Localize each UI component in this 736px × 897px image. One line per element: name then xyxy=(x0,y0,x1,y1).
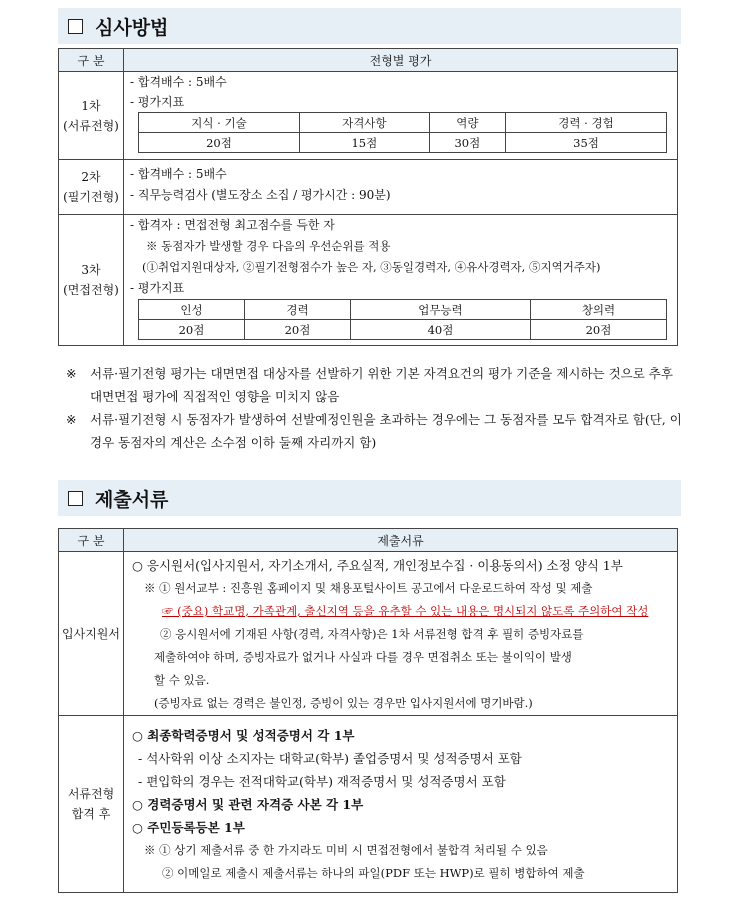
section-title: 제출서류 xyxy=(95,488,169,511)
score-cell: 30점 xyxy=(429,133,505,153)
table-row-stage1 xyxy=(59,72,678,160)
table-row-after-screening xyxy=(59,716,678,893)
note-item xyxy=(66,408,682,454)
resident-registration: ○ 주민등록등본 1부 xyxy=(132,820,245,835)
stage-label xyxy=(59,72,124,160)
important-warning: ☞ (중요) 학교명, 가족관계, 출신지역 등을 유추할 수 있는 내용은 명시되지 않도록 주의하여 작성 xyxy=(162,604,649,618)
note-mark: ※ xyxy=(66,412,77,427)
score-cell: 35점 xyxy=(506,133,667,153)
header-evaluation: 전형별 평가 xyxy=(124,49,678,72)
proof-note: 할 수 있음. xyxy=(154,673,210,687)
tie-rule: ※ 동점자가 발생할 경우 다음의 우선순위를 적용 xyxy=(146,239,391,253)
proof-note: ② 응시원서에 기재된 사항(경력, 자격사항)은 1차 서류전형 합격 후 필히 증빙자료를 xyxy=(160,627,584,641)
table-row-application xyxy=(59,552,678,716)
doc-category-label xyxy=(59,716,124,893)
doc-content xyxy=(124,552,678,716)
doc-category-line: 서류전형 xyxy=(67,787,115,801)
criteria-title: - 평가지표 xyxy=(130,95,185,109)
note-mark: ※ xyxy=(66,366,77,381)
score-cell: 20점 xyxy=(530,320,666,340)
email-submission-note: ② 이메일로 제출시 제출서류는 하나의 파일(PDF 또는 HWP)로 필히 병합하여 제출 xyxy=(162,866,585,880)
documents-table xyxy=(58,528,678,893)
criteria-cell: 경력 xyxy=(244,300,350,320)
stage-type: (면접전형) xyxy=(63,283,119,297)
table-row-stage3 xyxy=(59,215,678,346)
doc-category-line: 합격 후 xyxy=(71,807,111,821)
criteria-cell: 경력 · 경험 xyxy=(506,113,667,133)
stage-number: 2차 xyxy=(81,170,101,184)
stage-type: (서류전형) xyxy=(63,118,119,133)
score-cell: 15점 xyxy=(299,133,429,153)
stage-label xyxy=(59,215,124,346)
criteria-title: - 평가지표 xyxy=(130,281,185,295)
stage-number: 1차 xyxy=(81,98,101,113)
criteria-cell: 역량 xyxy=(429,113,505,133)
score-cell: 20점 xyxy=(139,133,300,153)
checkbox-square-icon xyxy=(68,491,83,506)
note-text: 서류·필기전형 평가는 대면면접 대상자를 선발하기 위한 기본 자격요건의 평가 기준을 제시하는 것으로 추후 대면면접 평가에 직접적인 영향을 미치지 않음 xyxy=(90,366,673,404)
career-certificate: ○ 경력증명서 및 관련 자격증 사본 각 1부 xyxy=(132,797,364,812)
criteria-table xyxy=(138,112,667,153)
pass-multiple: - 합격배수 : 5배수 xyxy=(130,167,227,181)
criteria-cell: 인성 xyxy=(139,300,245,320)
proof-note: (증빙자료 없는 경력은 불인정, 증빙이 있는 경우만 입사지원서에 명기바람.) xyxy=(154,696,533,710)
proof-note: 제출하여야 하며, 증빙자료가 없거나 사실과 다를 경우 면접취소 또는 불이익이 발생 xyxy=(154,650,572,664)
checkbox-square-icon xyxy=(68,19,83,34)
form-distribution: ※ ① 원서교부 : 진흥원 홈페이지 및 채용포털사이트 공고에서 다운로드하여 작성 및 제출 xyxy=(144,581,593,595)
note-item xyxy=(66,362,682,408)
graduate-note: - 석사학위 이상 소지자는 대학교(학부) 졸업증명서 및 성적증명서 포함 xyxy=(138,751,522,766)
stage-content xyxy=(124,160,678,215)
aptitude-test: - 직무능력검사 (별도장소 소집 / 평가시간 : 90분) xyxy=(130,188,391,202)
section-header-documents xyxy=(58,480,681,516)
stage-content xyxy=(124,72,678,160)
pass-multiple: - 합격배수 : 5배수 xyxy=(130,75,227,89)
stage-number: 3차 xyxy=(81,263,101,277)
stage-label xyxy=(59,160,124,215)
header-category: 구 분 xyxy=(59,49,124,72)
pass-criteria: - 합격자 : 면접전형 최고점수를 득한 자 xyxy=(130,218,335,232)
note-text: 서류·필기전형 시 동점자가 발생하여 선발예정인원을 초과하는 경우에는 그 동점자를 모두 합격자로 함(단, 이 경우 동점자의 계산은 소수점 이하 둘째 자리까지 함) xyxy=(90,412,682,450)
tie-priority: (①취업지원대상자, ②필기전형점수가 높은 자, ③동일경력자, ④유사경력자, ⑤지역거주자) xyxy=(142,260,601,274)
section-header-evaluation xyxy=(58,8,681,44)
stage-content xyxy=(124,215,678,346)
score-cell: 20점 xyxy=(139,320,245,340)
doc-content xyxy=(124,716,678,893)
criteria-cell: 자격사항 xyxy=(299,113,429,133)
header-category: 구 분 xyxy=(59,529,124,552)
criteria-cell: 업무능력 xyxy=(350,300,530,320)
notes-block xyxy=(66,362,682,454)
stage-type: (필기전형) xyxy=(63,190,119,204)
doc-category-label: 입사지원서 xyxy=(59,552,124,716)
header-documents: 제출서류 xyxy=(124,529,678,552)
criteria-table xyxy=(138,299,667,340)
transfer-note: - 편입학의 경우는 전적대학교(학부) 재적증명서 및 성적증명서 포함 xyxy=(138,774,506,789)
score-cell: 20점 xyxy=(244,320,350,340)
application-form: ○ 응시원서(입사지원서, 자기소개서, 주요실적, 개인정보수집 · 이용동의서) 소정 양식 1부 xyxy=(132,558,623,573)
evaluation-table xyxy=(58,48,678,346)
section-title: 심사방법 xyxy=(95,16,169,39)
table-row-stage2 xyxy=(59,160,678,215)
criteria-cell: 지식 · 기술 xyxy=(139,113,300,133)
education-certificate: ○ 최종학력증명서 및 성적증명서 각 1부 xyxy=(132,728,355,743)
score-cell: 40점 xyxy=(350,320,530,340)
missing-docs-warning: ※ ① 상기 제출서류 중 한 가지라도 미비 시 면접전형에서 불합격 처리될 수 있음 xyxy=(144,843,548,857)
criteria-cell: 창의력 xyxy=(530,300,666,320)
